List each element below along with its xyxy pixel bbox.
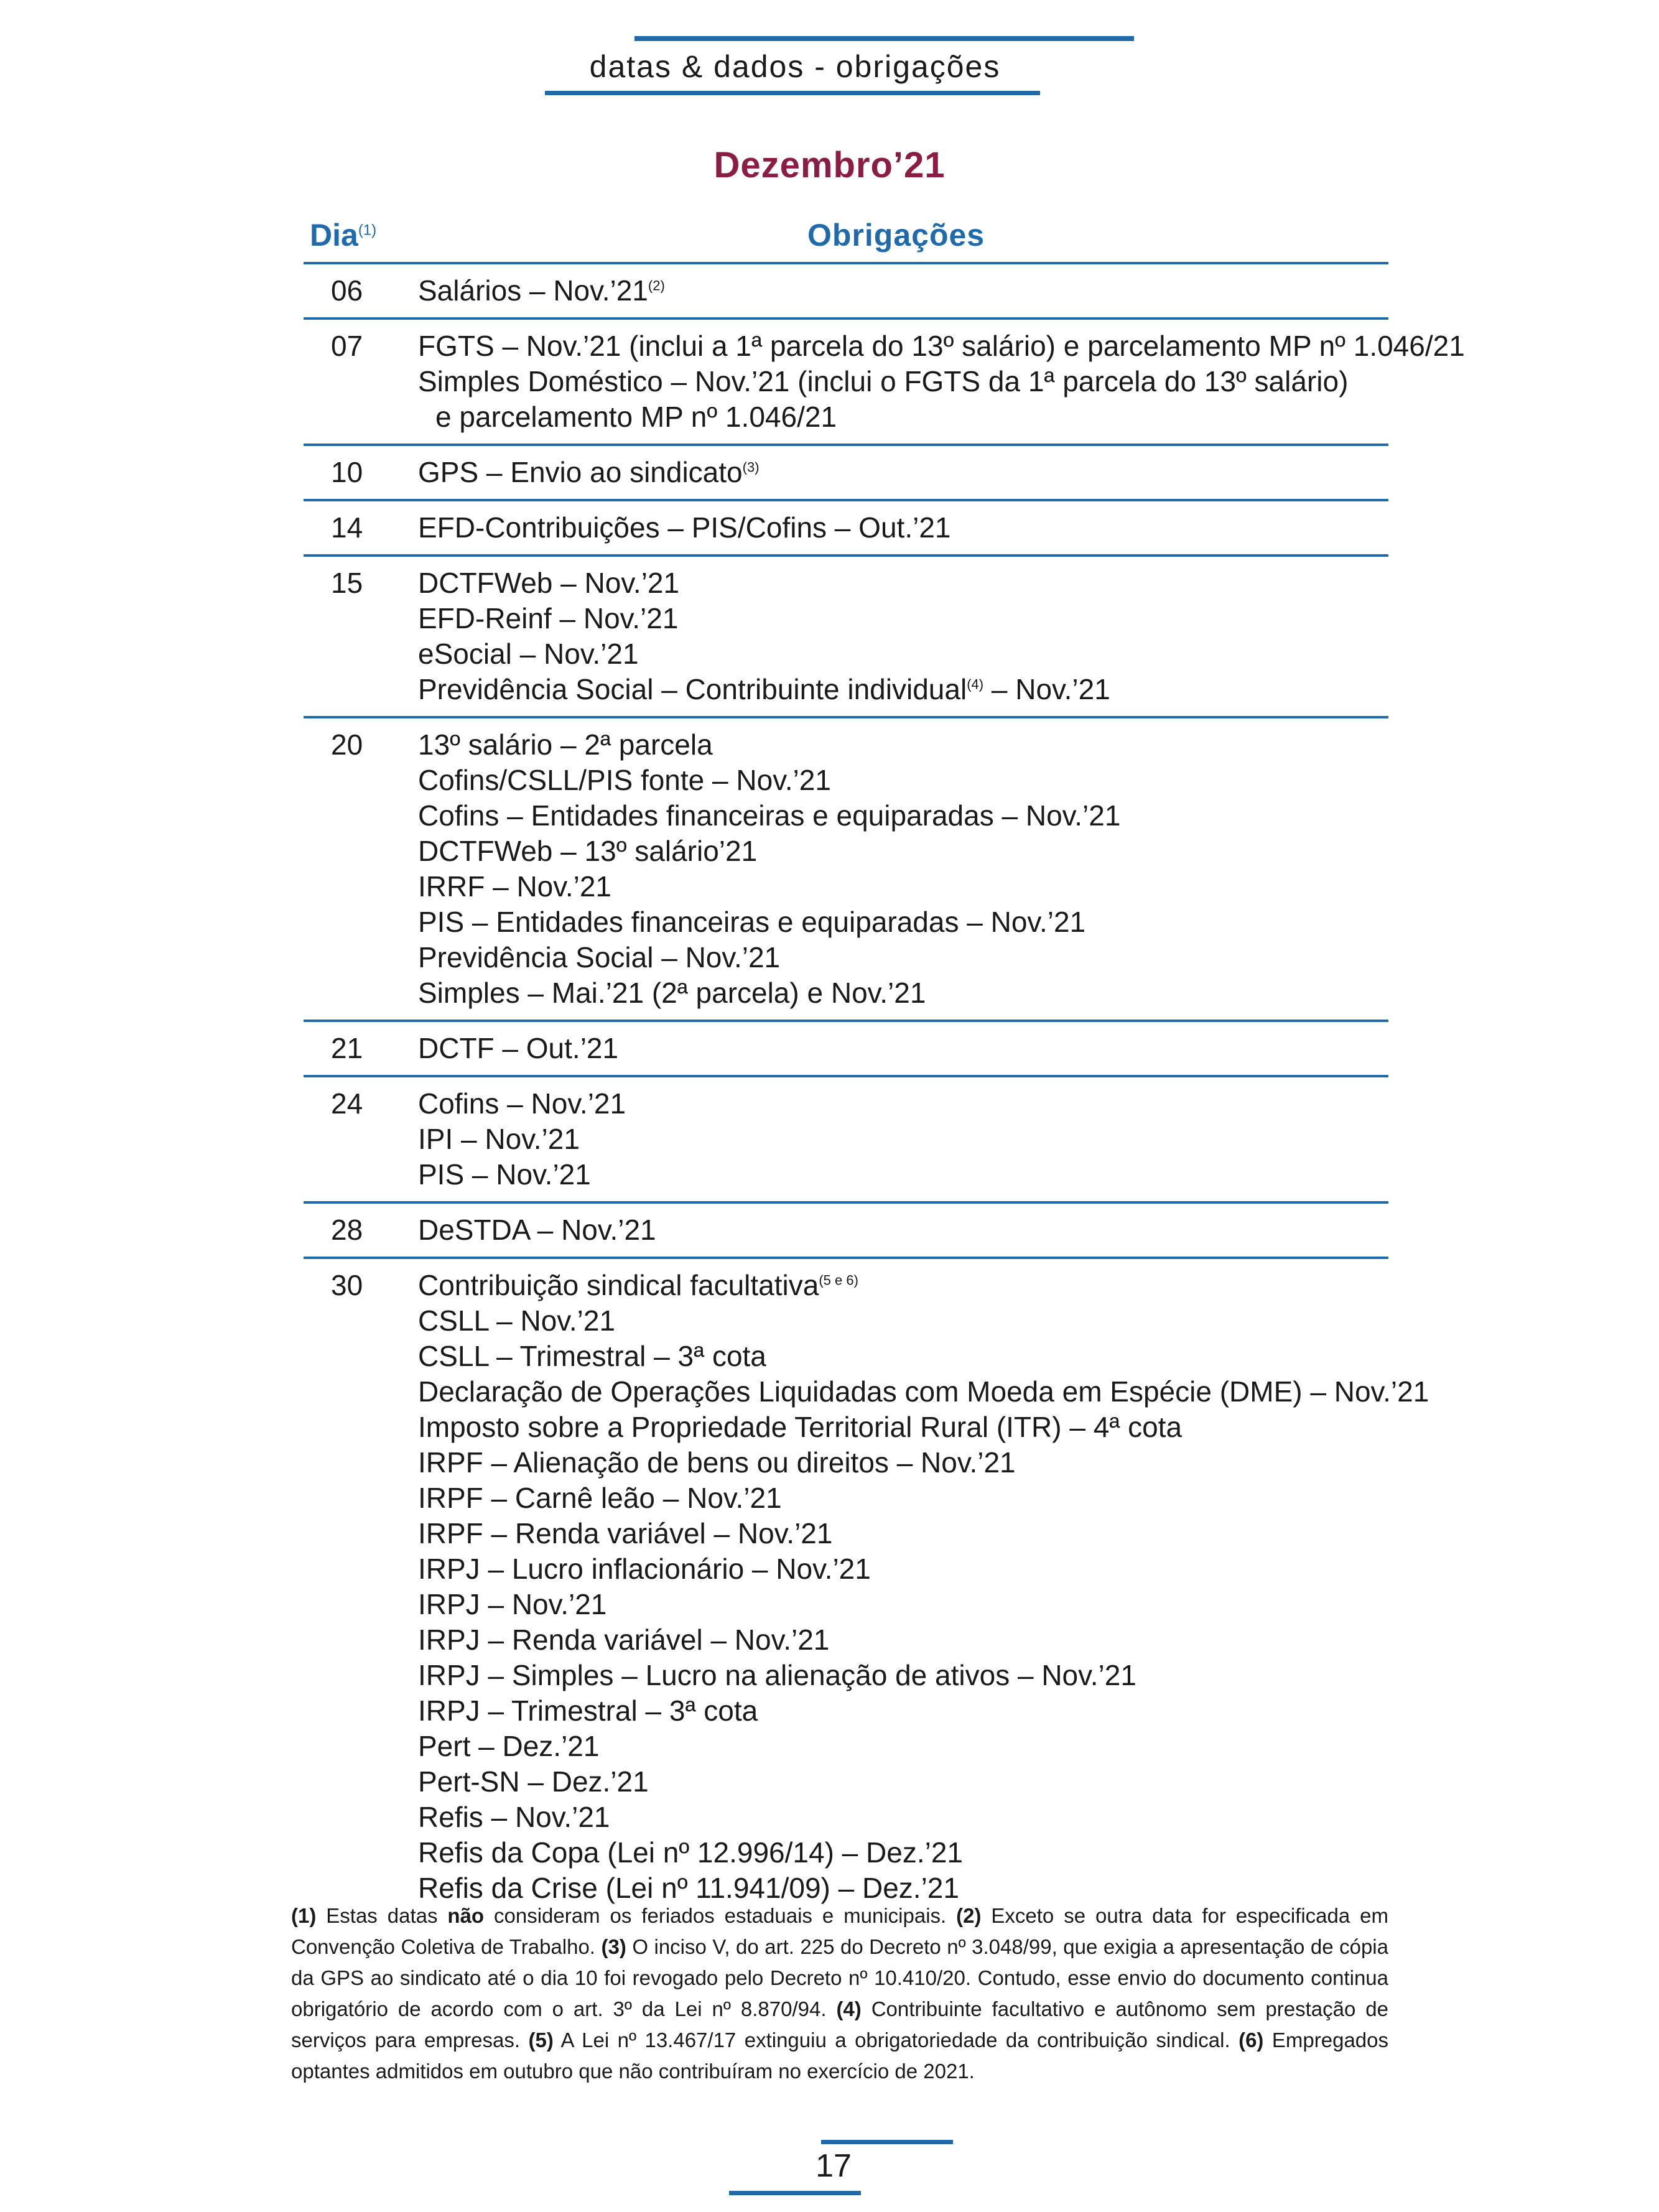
row-day: 15 — [331, 567, 363, 599]
row-day: 24 — [331, 1087, 363, 1120]
obligation-item — [418, 1157, 1388, 1192]
obligation-item — [418, 975, 1388, 1011]
header-rule-bottom — [545, 91, 1040, 95]
obligation-text: e parcelamento MP nº 1.046/21 — [435, 401, 837, 433]
footnote-text: consideram os feriados estaduais e municipais. — [484, 1904, 957, 1927]
obligation-item — [418, 1122, 1388, 1157]
row-obligations — [418, 1268, 1429, 1906]
obligation-text: CSLL – Nov.’21 — [418, 1304, 616, 1337]
obligation-item — [418, 1622, 1388, 1658]
obligation-text: Imposto sobre a Propriedade Territorial Rural (ITR) – 4ª cota — [418, 1411, 1183, 1443]
table-row — [304, 264, 1388, 320]
table-row — [304, 320, 1465, 446]
obligation-text: IRPF – Renda variável – Nov.’21 — [418, 1517, 833, 1550]
obligation-item — [418, 1268, 1388, 1303]
obligation-text: Salários – Nov.’21 — [418, 274, 648, 307]
obligation-text: EFD-Contribuições – PIS/Cofins – Out.’21 — [418, 511, 951, 544]
obligation-text: IRPJ – Nov.’21 — [418, 1588, 607, 1620]
obligation-text: PIS – Entidades financeiras e equiparadas – Nov.’21 — [418, 906, 1086, 938]
footnote-text: Empregados optantes admitidos em outubro que não contribuíram no exercício de 2021. — [291, 2028, 1388, 2083]
obligation-item — [418, 1374, 1429, 1410]
table-row — [304, 718, 1388, 1022]
obligation-item — [418, 273, 1388, 309]
obligation-text: Cofins – Nov.’21 — [418, 1087, 626, 1120]
page-number-rule-bottom — [729, 2191, 861, 2195]
obligation-item — [418, 798, 1388, 834]
row-day: 06 — [331, 274, 363, 307]
obligation-text-suffix: – Nov.’21 — [983, 673, 1110, 705]
table-header — [304, 215, 1388, 264]
obligation-text: IRPJ – Trimestral – 3ª cota — [418, 1694, 758, 1727]
obligation-text: DCTF – Out.’21 — [418, 1032, 619, 1064]
table-row — [304, 1204, 1388, 1259]
obligation-text: 13º salário – 2ª parcela — [418, 728, 713, 761]
row-obligations — [418, 510, 1388, 546]
obligation-item — [418, 763, 1388, 798]
footnote-paragraph — [291, 1900, 1388, 2087]
footnote-number: (3) — [601, 1935, 626, 1958]
obligation-text: IRPJ – Lucro inflacionário – Nov.’21 — [418, 1553, 871, 1585]
footnote-ref: (4) — [967, 676, 984, 692]
row-obligations — [418, 328, 1465, 435]
row-day: 14 — [331, 511, 363, 544]
obligation-item — [418, 904, 1388, 940]
footnote-text: Contribuinte facultativo e autônomo sem prestação de serviços para empresas. — [291, 1997, 1388, 2052]
obligation-item — [418, 1031, 1388, 1066]
table-row — [304, 501, 1388, 557]
footnote-text: Exceto se outra data for especificada em Convenção Coletiva de Trabalho. — [291, 1904, 1388, 1958]
footnote-number: (1) — [291, 1904, 317, 1927]
obligation-item — [418, 727, 1388, 763]
obligation-item — [418, 672, 1388, 707]
obligation-item — [418, 601, 1388, 636]
obligation-text: Previdência Social – Nov.’21 — [418, 941, 781, 974]
obligation-text: IRPJ – Simples – Lucro na alienação de ativos – Nov.’21 — [418, 1659, 1136, 1691]
obligation-text: Refis da Copa (Lei nº 12.996/14) – Dez.’21 — [418, 1836, 963, 1869]
footnote-text: O inciso V, do art. 225 do Decreto nº 3.048/99, que exigia a apresentação de cópia da GPS ao sindicato até o dia 10 foi revogado pelo Decreto nº 10.410/20. Contudo, esse envio do documento continua obrigatório de acordo com o art. 3º da Lei nº 8.870/94. — [291, 1935, 1388, 2020]
obligation-text: Simples Doméstico – Nov.’21 (inclui o FGTS da 1ª parcela do 13º salário) — [418, 365, 1349, 397]
column-header-obligations: Obrigações — [807, 218, 985, 253]
obligation-text: Refis – Nov.’21 — [418, 1801, 610, 1833]
footnote-ref: (2) — [648, 277, 665, 294]
obligation-item — [418, 1516, 1388, 1551]
obligation-item — [418, 1445, 1388, 1480]
table-body — [304, 264, 1465, 1915]
obligation-item — [418, 1480, 1388, 1516]
obligation-text: eSocial – Nov.’21 — [418, 638, 639, 670]
obligation-text: Pert – Dez.’21 — [418, 1730, 600, 1762]
table-row — [304, 1077, 1388, 1204]
row-day: 07 — [331, 330, 363, 362]
page-number: 17 — [816, 2148, 852, 2184]
obligation-item — [418, 834, 1388, 869]
footnote-text: Estas datas — [316, 1904, 448, 1927]
obligation-text: EFD-Reinf – Nov.’21 — [418, 602, 679, 634]
footnote-number: (4) — [836, 1997, 862, 2020]
row-day: 28 — [331, 1214, 363, 1246]
obligation-item — [418, 869, 1388, 904]
obligation-item — [418, 1212, 1388, 1248]
obligation-text: Contribuição sindical facultativa — [418, 1269, 819, 1301]
footnote-text: A Lei nº 13.467/17 extinguiu a obrigatoriedade da contribuição sindical. — [553, 2028, 1239, 2052]
obligation-item — [418, 1587, 1388, 1622]
row-obligations — [418, 273, 1388, 309]
page-title: Dezembro’21 — [713, 145, 946, 185]
obligation-item — [418, 1410, 1388, 1445]
obligation-text: Cofins – Entidades financeiras e equiparadas – Nov.’21 — [418, 799, 1121, 832]
obligation-item — [418, 1551, 1388, 1587]
obligation-text: DeSTDA – Nov.’21 — [418, 1214, 656, 1246]
running-header: datas & dados - obrigações — [589, 49, 1001, 84]
obligation-text: FGTS – Nov.’21 (inclui a 1ª parcela do 13º salário) e parcelamento MP nº 1.046/21 — [418, 330, 1465, 362]
footnote-ref: (5 e 6) — [819, 1272, 858, 1288]
obligation-text: Pert-SN – Dez.’21 — [418, 1765, 649, 1798]
obligation-text: Previdência Social – Contribuinte individual — [418, 673, 967, 705]
footnote-ref: (3) — [742, 459, 760, 475]
obligation-item — [418, 328, 1465, 364]
page-number-rule-top — [821, 2140, 953, 2144]
obligation-item — [418, 636, 1388, 672]
obligation-item — [418, 1764, 1388, 1800]
obligation-text: IRPF – Carnê leão – Nov.’21 — [418, 1482, 782, 1514]
obligation-item — [418, 1339, 1388, 1374]
obligation-text: GPS – Envio ao sindicato — [418, 456, 743, 488]
row-day: 10 — [331, 456, 363, 488]
obligation-item — [418, 510, 1388, 546]
obligation-text: PIS – Nov.’21 — [418, 1158, 591, 1191]
obligation-item — [418, 1729, 1388, 1764]
table-row — [304, 1022, 1388, 1077]
obligation-text: Cofins/CSLL/PIS fonte – Nov.’21 — [418, 764, 831, 796]
row-obligations — [418, 565, 1388, 707]
obligation-item — [418, 1835, 1388, 1870]
obligation-text: IRPJ – Renda variável – Nov.’21 — [418, 1624, 830, 1656]
footnotes — [291, 1900, 1388, 2087]
obligation-text: CSLL – Trimestral – 3ª cota — [418, 1340, 766, 1372]
footnote-number: (2) — [956, 1904, 982, 1927]
obligation-text: IRRF – Nov.’21 — [418, 870, 612, 903]
obligation-text: Simples – Mai.’21 (2ª parcela) e Nov.’21 — [418, 977, 926, 1009]
header-rule-top — [634, 36, 1134, 41]
obligation-text: IPI – Nov.’21 — [418, 1123, 580, 1155]
row-obligations — [418, 1031, 1388, 1066]
table-row — [304, 1259, 1429, 1915]
obligation-item — [418, 1086, 1388, 1122]
row-day: 30 — [331, 1269, 363, 1301]
obligation-text: Declaração de Operações Liquidadas com Moeda em Espécie (DME) – Nov.’21 — [418, 1375, 1429, 1408]
row-obligations — [418, 1086, 1388, 1192]
footnote-number: (6) — [1238, 2028, 1264, 2052]
obligation-item — [418, 1303, 1388, 1339]
row-obligations — [418, 455, 1388, 490]
column-header-day: Dia$^{(1)}$ — [310, 218, 377, 253]
obligation-text: IRPF – Alienação de bens ou direitos – Nov.’21 — [418, 1446, 1016, 1479]
obligation-item — [418, 455, 1388, 490]
footnote-emphasis: não — [447, 1904, 485, 1927]
obligation-item — [418, 364, 1388, 399]
table-row — [304, 557, 1388, 718]
obligation-text: DCTFWeb – 13º salário’21 — [418, 835, 758, 867]
obligation-item — [418, 565, 1388, 601]
obligation-text: Refis da Crise (Lei nº 11.941/09) – Dez.’21 — [418, 1872, 959, 1904]
row-day: 21 — [331, 1032, 363, 1064]
row-day: 20 — [331, 728, 363, 761]
obligations-table — [304, 215, 1465, 1915]
obligation-text: DCTFWeb – Nov.’21 — [418, 567, 680, 599]
obligation-item — [418, 1800, 1388, 1835]
obligation-item — [418, 399, 1388, 435]
table-row — [304, 446, 1388, 501]
row-obligations — [418, 727, 1388, 1011]
obligation-item — [418, 1693, 1388, 1729]
footnote-number: (5) — [528, 2028, 554, 2052]
obligation-item — [418, 940, 1388, 975]
row-obligations — [418, 1212, 1388, 1248]
obligation-item — [418, 1658, 1388, 1693]
